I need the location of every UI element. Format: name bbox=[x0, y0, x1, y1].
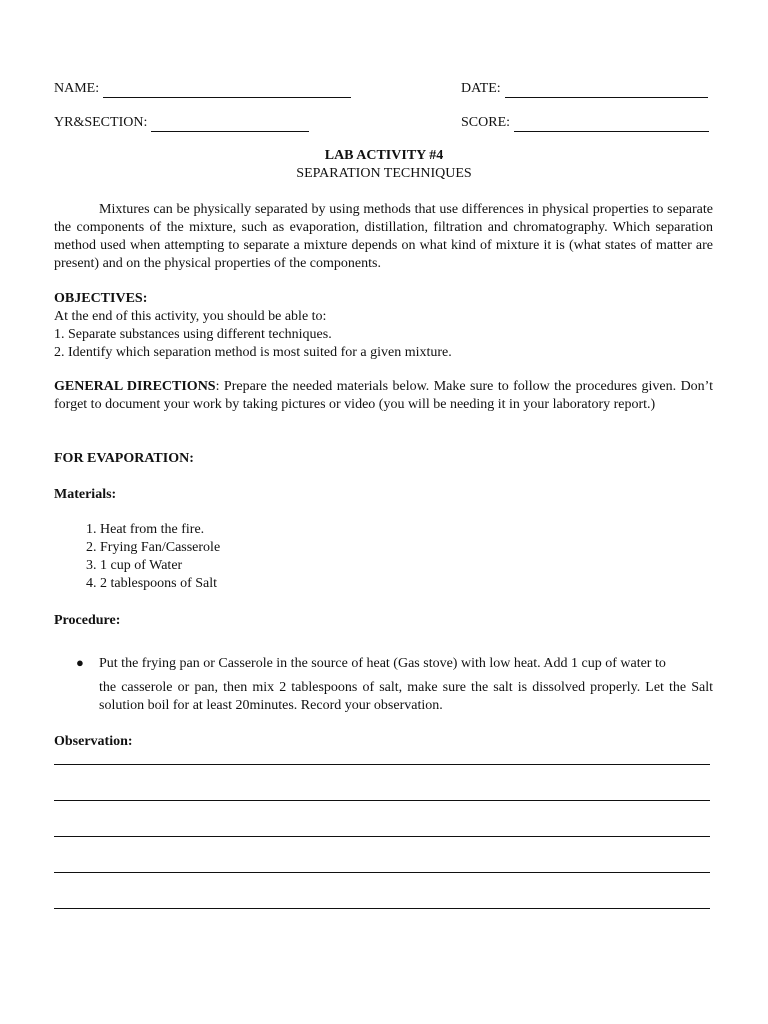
directions-heading: GENERAL DIRECTIONS bbox=[54, 379, 216, 394]
section-label: YR&SECTION: bbox=[54, 115, 148, 130]
observation-line[interactable] bbox=[54, 908, 710, 909]
objective-item: 1. Separate substances using different techniques. bbox=[54, 327, 332, 342]
procedure-text: the casserole or pan, then mix 2 tablespoons of salt, make sure the salt is dissolved properly. Let the Salt solution boil for at least 20minutes. Record your observation. bbox=[99, 680, 713, 713]
evaporation-heading: FOR EVAPORATION: bbox=[54, 451, 194, 466]
observation-line[interactable] bbox=[54, 764, 710, 765]
name-blank[interactable] bbox=[103, 83, 351, 98]
date-blank[interactable] bbox=[505, 83, 708, 98]
directions-text: : Prepare the needed materials below. Make sure to follow the procedures given. Don’t forget to document your work by taking pictures or video (you will be needing it in your laboratory report.) bbox=[54, 379, 713, 412]
observation-line[interactable] bbox=[54, 836, 710, 837]
observation-line[interactable] bbox=[54, 872, 710, 873]
observation-line[interactable] bbox=[54, 800, 710, 801]
material-item: 3. 1 cup of Water bbox=[100, 557, 220, 575]
name-field[interactable] bbox=[54, 80, 351, 98]
objectives-heading: OBJECTIVES: bbox=[54, 291, 148, 306]
activity-subtitle: SEPARATION TECHNIQUES bbox=[296, 166, 472, 181]
materials-list bbox=[82, 521, 220, 593]
general-directions bbox=[54, 378, 713, 414]
material-item: 4. 2 tablespoons of Salt bbox=[100, 575, 220, 593]
date-field[interactable] bbox=[461, 80, 708, 98]
objectives-lead: At the end of this activity, you should be able to: bbox=[54, 309, 327, 324]
name-label: NAME: bbox=[54, 81, 100, 96]
procedure-heading: Procedure: bbox=[54, 613, 121, 628]
activity-title: LAB ACTIVITY #4 bbox=[324, 148, 444, 163]
date-label: DATE: bbox=[461, 81, 501, 96]
objective-item: 2. Identify which separation method is most suited for a given mixture. bbox=[54, 345, 452, 360]
section-field[interactable] bbox=[54, 114, 309, 132]
procedure-line-1: Put the frying pan or Casserole in the source of heat (Gas stove) with low heat. Add 1 cup of water to bbox=[99, 656, 666, 671]
score-blank[interactable] bbox=[514, 117, 709, 132]
intro-paragraph: Mixtures can be physically separated by using methods that use differences in physical properties to separate the components of the mixture, such as evaporation, distillation, filtration and chromatography. Which separation method used when attempting to separate a mixture depends on what kind of mixture it is (what states of matter are present) and on the physical properties of the components. bbox=[54, 202, 713, 271]
score-field[interactable] bbox=[461, 114, 709, 132]
score-label: SCORE: bbox=[461, 115, 511, 130]
material-item: 1. Heat from the fire. bbox=[100, 521, 220, 539]
bullet-icon: ● bbox=[76, 655, 84, 670]
materials-heading: Materials: bbox=[54, 487, 117, 502]
section-blank[interactable] bbox=[151, 117, 309, 132]
material-item: 2. Frying Fan/Casserole bbox=[100, 539, 220, 557]
observation-heading: Observation: bbox=[54, 734, 133, 749]
